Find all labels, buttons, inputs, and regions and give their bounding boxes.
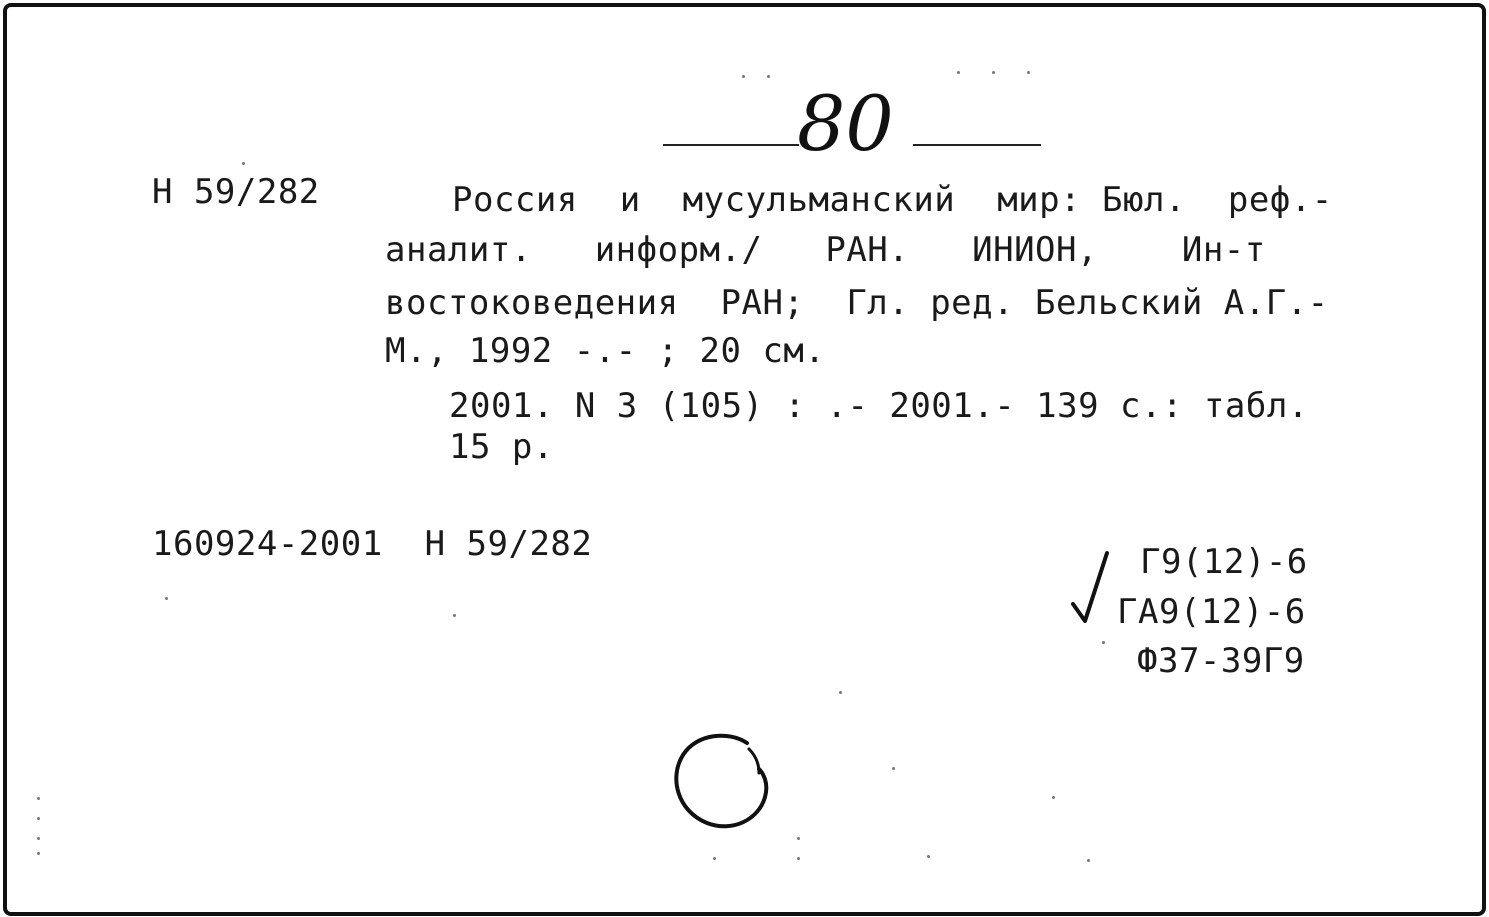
- catalog-card: [3, 3, 1486, 916]
- speckle: [165, 597, 168, 600]
- speckle: [1052, 796, 1055, 799]
- number-underline-right: [913, 144, 1041, 146]
- description-line-4: М., 1992 -.- ; 20 см.: [385, 331, 826, 371]
- speckle: [1027, 71, 1030, 74]
- speckle: [957, 71, 960, 74]
- accession-number: 160924-2001 Н 59/282: [152, 524, 593, 564]
- call-number: Н 59/282: [152, 172, 320, 212]
- number-underline-left: [663, 144, 799, 146]
- checkmark-icon: [1067, 549, 1117, 629]
- speckle: [797, 857, 800, 860]
- speckle: [37, 852, 40, 855]
- description-line-2: аналит. информ./ РАН. ИНИОН, Ин-т: [385, 230, 1266, 270]
- speckle: [892, 767, 895, 770]
- speckle: [37, 837, 40, 840]
- speckle: [453, 614, 456, 617]
- speckle: [742, 75, 745, 78]
- speckle: [1087, 859, 1090, 862]
- punch-hole-icon: [667, 729, 777, 839]
- issue-line-2: 15 р.: [449, 427, 554, 467]
- classification-code-2: ГА9(12)-6: [1117, 592, 1306, 632]
- speckle: [767, 75, 770, 78]
- classification-code-1: Г9(12)-6: [1140, 542, 1308, 582]
- description-line-1: Россия и мусульманский мир: Бюл. реф.-: [452, 180, 1333, 220]
- speckle: [713, 857, 716, 860]
- description-line-3: востоковедения РАН; Гл. ред. Бельский А.Г.-: [385, 283, 1329, 323]
- classification-code-3: Ф37-39Г9: [1137, 641, 1305, 681]
- speckle: [797, 837, 800, 840]
- speckle: [37, 817, 40, 820]
- speckle: [927, 855, 930, 858]
- speckle: [242, 162, 245, 165]
- speckle: [37, 797, 40, 800]
- handwritten-number: 80: [797, 79, 894, 168]
- speckle: [839, 691, 842, 694]
- speckle: [992, 71, 995, 74]
- issue-line-1: 2001. N 3 (105) : .- 2001.- 139 с.: табл.: [449, 386, 1309, 426]
- speckle: [1102, 641, 1105, 644]
